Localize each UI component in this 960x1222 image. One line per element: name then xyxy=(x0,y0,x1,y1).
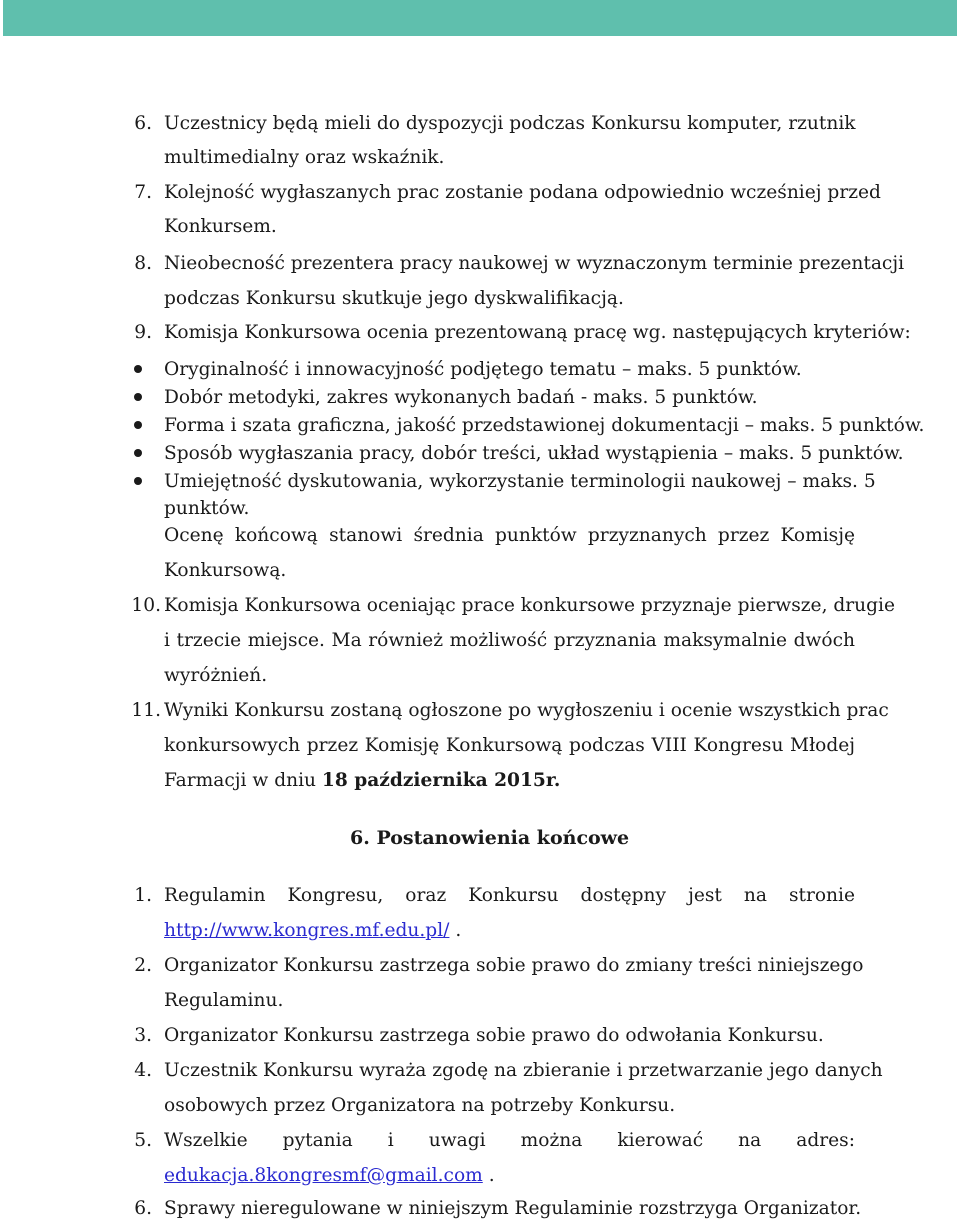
item-8-line-1: Nieobecność prezentera pracy naukowej w wyznaczonym terminie prezentacji xyxy=(164,253,905,274)
item-9-line-1: Komisja Konkursowa ocenia prezentowaną pracę wg. następujących kryteriów: xyxy=(164,322,911,343)
final-item-6-line-1: Sprawy nieregulowane w niniejszym Regulaminie rozstrzyga Organizator. xyxy=(164,1198,862,1219)
item-number: 11. xyxy=(131,700,161,721)
final-item-2-line-2: Regulaminu. xyxy=(164,990,284,1011)
item-number: 6. xyxy=(134,1198,152,1219)
item-number: 10. xyxy=(131,595,161,616)
item-6-line-2: multimedialny oraz wskaźnik. xyxy=(164,147,445,168)
final-item-1-line-1: Regulamin Kongresu, oraz Konkursu dostępny jest na stronie xyxy=(164,885,855,906)
item-8-line-2: podczas Konkursu skutkuje jego dyskwalifikacją. xyxy=(164,288,624,309)
item-number: 2. xyxy=(134,955,152,976)
final-item-1-line-2 xyxy=(164,918,855,944)
final-item-3-line-1: Organizator Konkursu zastrzega sobie prawo do odwołania Konkursu. xyxy=(164,1025,824,1046)
top-banner xyxy=(3,0,957,36)
criterion-4: Sposób wygłaszania pracy, dobór treści, układ wystąpienia – maks. 5 punktów. xyxy=(164,443,904,464)
bullet-icon xyxy=(134,449,142,457)
final-item-4-line-1: Uczestnik Konkursu wyraża zgodę na zbieranie i przetwarzanie jego danych xyxy=(164,1060,883,1081)
trailing-period: . xyxy=(449,920,462,941)
final-item-5-line-1: Wszelkie pytania i uwagi można kierować na adres: xyxy=(164,1130,855,1151)
item-number: 1. xyxy=(134,885,152,906)
bullet-icon xyxy=(134,477,142,485)
item-number: 4. xyxy=(134,1060,152,1081)
email-link[interactable]: edukacja.8kongresmf@gmail.com xyxy=(164,1165,483,1186)
criterion-1: Oryginalność i innowacyjność podjętego tematu – maks. 5 punktów. xyxy=(164,359,802,380)
bullet-icon xyxy=(134,365,142,373)
item-10-line-1: Komisja Konkursowa oceniając prace konkursowe przyznaje pierwsze, drugie xyxy=(164,595,896,616)
item-10-line-3: wyróżnień. xyxy=(164,665,268,686)
item-7-line-2: Konkursem. xyxy=(164,216,277,237)
final-item-4-line-2: osobowych przez Organizatora na potrzeby Konkursu. xyxy=(164,1095,676,1116)
trailing-period: . xyxy=(482,1165,495,1186)
criterion-3: Forma i szata graficzna, jakość przedstawionej dokumentacji – maks. 5 punktów. xyxy=(164,415,925,436)
item-number: 7. xyxy=(134,182,152,203)
final-item-5-line-2 xyxy=(164,1163,855,1189)
item-6-line-1: Uczestnicy będą mieli do dyspozycji podczas Konkursu komputer, rzutnik xyxy=(164,113,856,134)
item-11-line-3 xyxy=(164,768,855,794)
final-grade-line-2: Konkursową. xyxy=(164,560,287,581)
item-11-date: 18 października 2015r. xyxy=(321,770,561,791)
final-item-2-line-1: Organizator Konkursu zastrzega sobie prawo do zmiany treści niniejszego xyxy=(164,955,864,976)
item-number: 9. xyxy=(134,322,152,343)
item-11-line-2: konkursowych przez Komisję Konkursową podczas VIII Kongresu Młodej xyxy=(164,735,855,756)
final-grade-line-1: Ocenę końcową stanowi średnia punktów przyznanych przez Komisję xyxy=(164,525,855,546)
item-number: 6. xyxy=(134,113,152,134)
item-11-text: Farmacji w dniu xyxy=(164,770,322,791)
criterion-2: Dobór metodyki, zakres wykonanych badań - maks. 5 punktów. xyxy=(164,387,758,408)
criterion-5-line-1: Umiejętność dyskutowania, wykorzystanie terminologii naukowej – maks. 5 xyxy=(164,471,876,492)
bullet-icon xyxy=(134,393,142,401)
item-number: 5. xyxy=(134,1130,152,1151)
criterion-5-line-2: punktów. xyxy=(164,498,250,519)
website-link[interactable]: http://www.kongres.mf.edu.pl/ xyxy=(164,920,450,941)
bullet-icon xyxy=(134,421,142,429)
item-number: 3. xyxy=(134,1025,152,1046)
item-7-line-1: Kolejność wygłaszanych prac zostanie podana odpowiednio wcześniej przed xyxy=(164,182,881,203)
item-number: 8. xyxy=(134,253,152,274)
section-heading: 6. Postanowienia końcowe xyxy=(350,827,630,849)
item-10-line-2: i trzecie miejsce. Ma również możliwość przyznania maksymalnie dwóch xyxy=(164,630,855,651)
item-11-line-1: Wyniki Konkursu zostaną ogłoszone po wygłoszeniu i ocenie wszystkich prac xyxy=(164,700,889,721)
